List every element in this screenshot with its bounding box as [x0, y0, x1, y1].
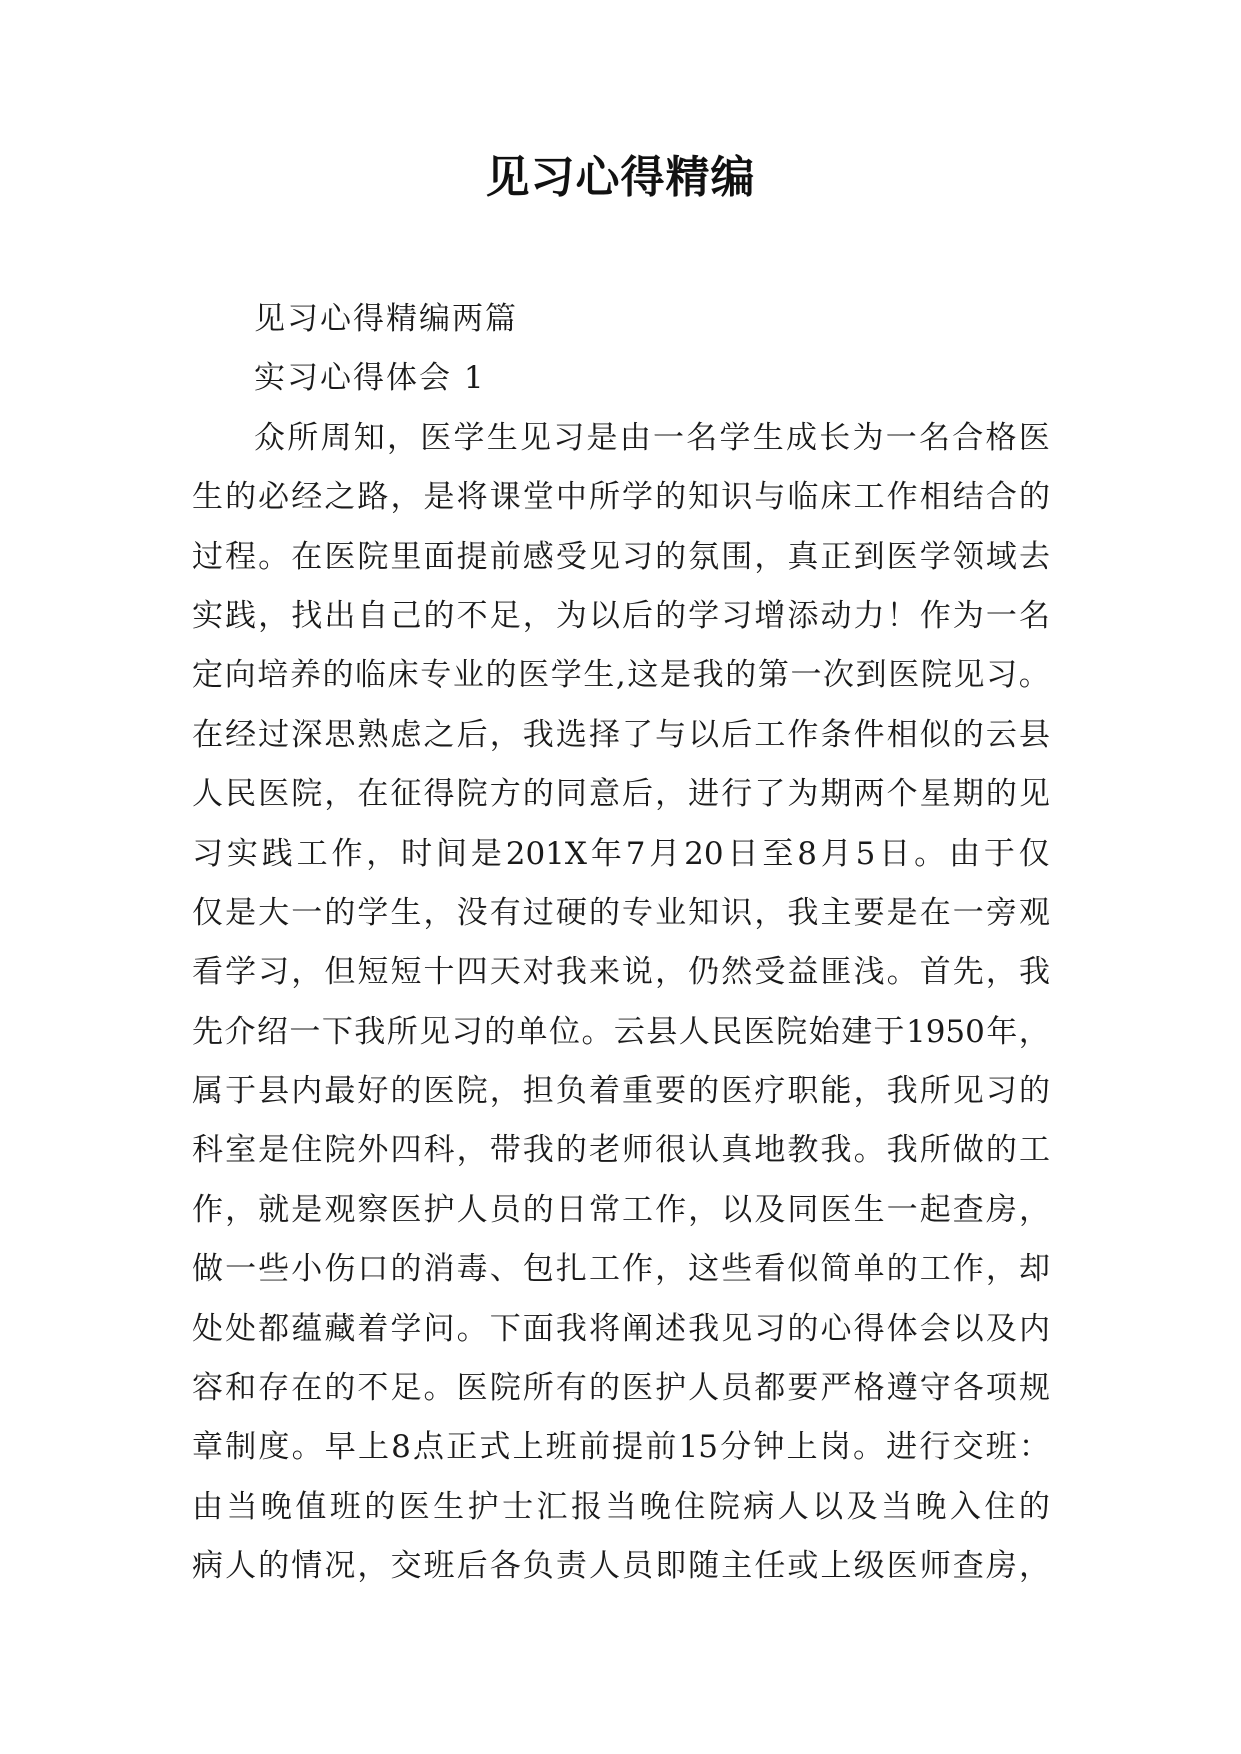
- paragraph-line: 由 当 晚 值 班 的 医 生 护 士 汇 报 当 晚 住 院 病 人 以 及 当 晚 入 住 的: [192, 1488, 1050, 1525]
- paragraph-line: 众 所 周 知 ， 医 学 生 见 习 是 由 一 名 学 生 成 长 为 一 名 合 格 医: [254, 419, 1050, 456]
- paragraph-line: 做 一 些 小 伤 口 的 消 毒 、 包 扎 工 作 ， 这 些 看 似 简 单 的 工 作 ， 却: [192, 1251, 1050, 1288]
- subheading: 实习心得体会 1: [254, 360, 486, 397]
- paragraph-line: 过 程 。 在 医 院 里 面 提 前 感 受 见 习 的 氛 围 ， 真 正 到 医 学 领 域 去: [192, 538, 1050, 575]
- subheading: 见习心得精编两篇: [254, 301, 518, 337]
- paragraph-line: 病 人 的 情 况 ， 交 班 后 各 负 责 人 员 即 随 主 任 或 上 级 医 师 查 房 ，: [192, 1548, 1050, 1585]
- paragraph-line: 人 民 医 院 ， 在 征 得 院 方 的 同 意 后 ， 进 行 了 为 期 两 个 星 期 的 见: [192, 776, 1050, 813]
- paragraph-line: 容 和 存 在 的 不 足 。 医 院 所 有 的 医 护 人 员 都 要 严 格 遵 守 各 项 规: [192, 1370, 1050, 1407]
- paragraph-line: 属 于 县 内 最 好 的 医 院 ， 担 负 着 重 要 的 医 疗 职 能 ， 我 所 见 习 的: [192, 1073, 1050, 1110]
- paragraph-line: 处 处 都 蕴 藏 着 学 问 。 下 面 我 将 阐 述 我 见 习 的 心 得 体 会 以 及 内: [192, 1310, 1050, 1347]
- document-title: 见习心得精编: [485, 152, 756, 203]
- paragraph-line: 仅 是 大 一 的 学 生 ， 没 有 过 硬 的 专 业 知 识 ， 我 主 要 是 在 一 旁 观: [192, 894, 1050, 931]
- paragraph-line: 在 经 过 深 思 熟 虑 之 后 ， 我 选 择 了 与 以 后 工 作 条 件 相 似 的 云 县: [192, 716, 1050, 753]
- paragraph-line: 定 向 培 养 的 临 床 专 业 的 医 学 生 , 这 是 我 的 第 一 次 到 医 院 见 习 。: [192, 657, 1050, 694]
- paragraph-line: 科 室 是 住 院 外 四 科 ， 带 我 的 老 师 很 认 真 地 教 我 。 我 所 做 的 工: [192, 1132, 1050, 1169]
- paragraph-line: 看 学 习 ， 但 短 短 十 四 天 对 我 来 说 ， 仍 然 受 益 匪 浅 。 首 先 ， 我: [192, 954, 1050, 991]
- paragraph-line: 先 介 绍 一 下 我 所 见 习 的 单 位 。 云 县 人 民 医 院 始 建 于 1950 年 ，: [192, 1013, 1050, 1050]
- paragraph-line: 习 实 践 工 作 ， 时 间 是 201X 年 7 月 20 日 至 8 月 5 日 。 由 于 仅: [192, 835, 1050, 872]
- paragraph-line: 作 ， 就 是 观 察 医 护 人 员 的 日 常 工 作 ， 以 及 同 医 生 一 起 查 房 ，: [192, 1191, 1050, 1228]
- document-body: [192, 290, 1050, 1597]
- paragraph-line: 章 制 度 。 早 上 8 点 正 式 上 班 前 提 前 15 分 钟 上 岗 。 进 行 交 班 ：: [192, 1429, 1050, 1466]
- paragraph-line: 生 的 必 经 之 路 ， 是 将 课 堂 中 所 学 的 知 识 与 临 床 工 作 相 结 合 的: [192, 479, 1050, 516]
- paragraph-line: 实 践 ， 找 出 自 己 的 不 足 ， 为 以 后 的 学 习 增 添 动 力 ！ 作 为 一 名: [192, 597, 1050, 634]
